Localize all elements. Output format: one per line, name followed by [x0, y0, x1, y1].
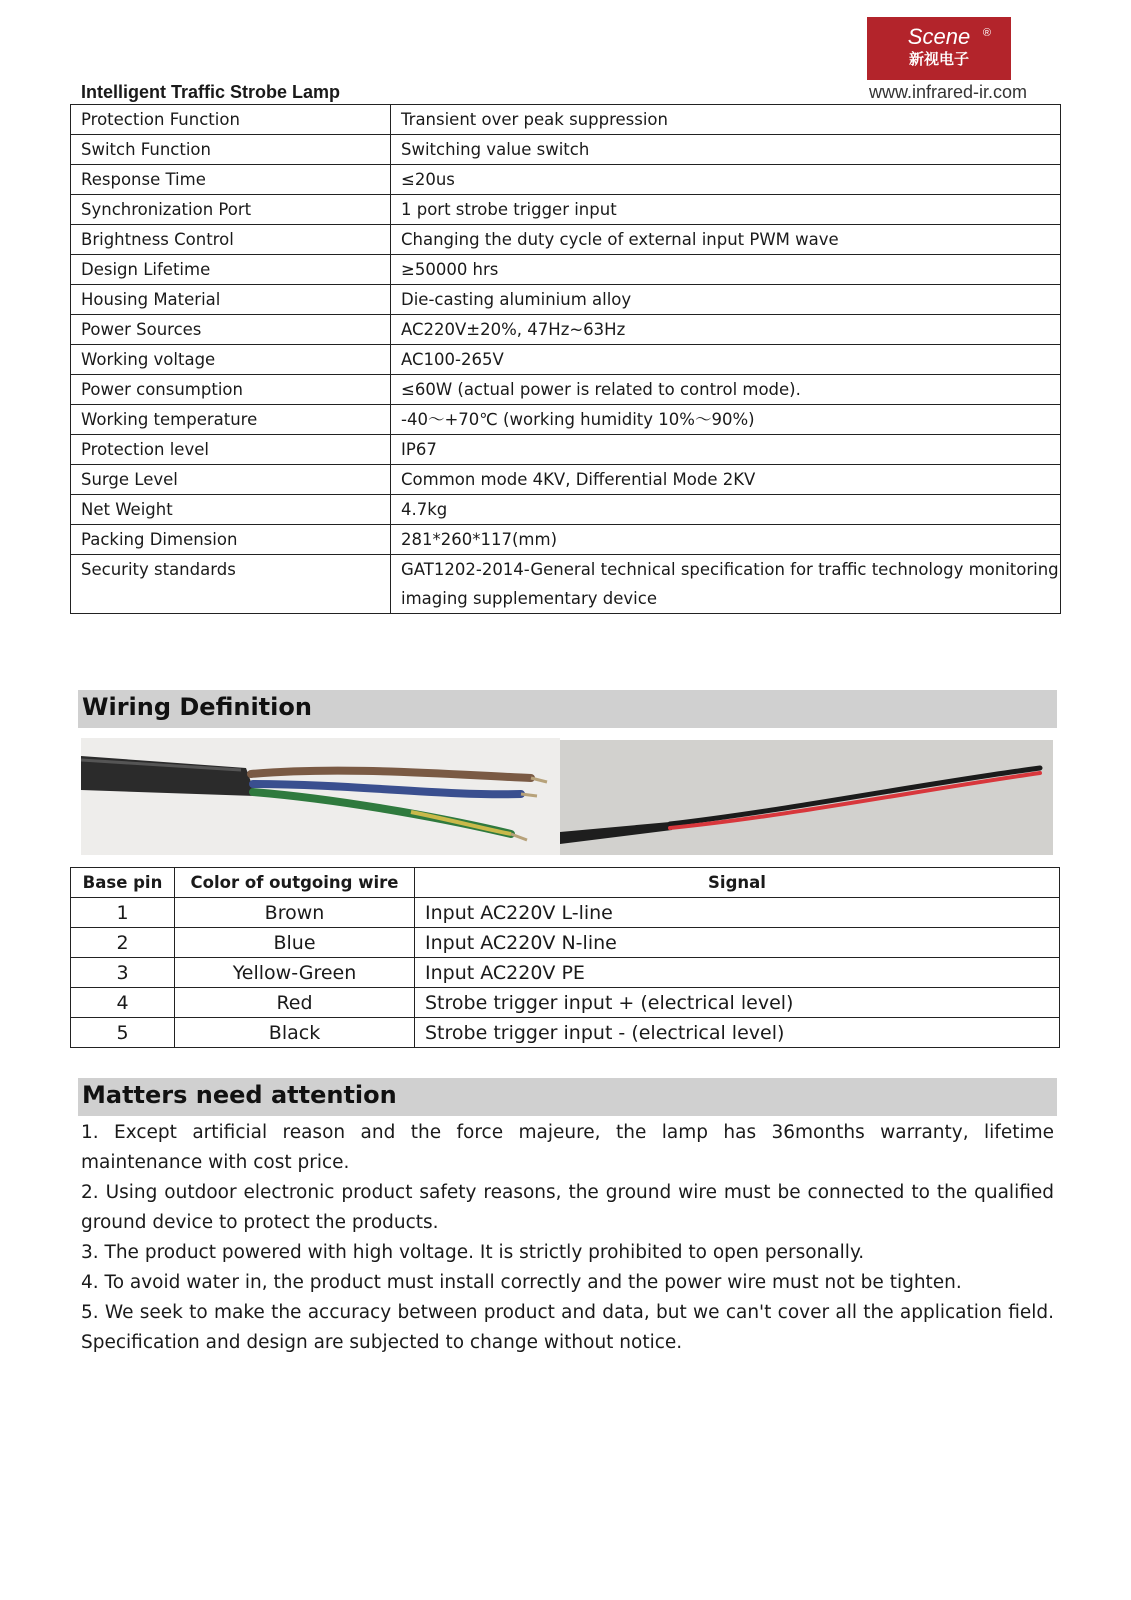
base-pin: 3	[71, 958, 175, 988]
spec-key: Response Time	[71, 165, 391, 195]
attention-item: 3. The product powered with high voltage. It is strictly prohibited to open personally.	[81, 1242, 865, 1263]
wiring-row	[71, 928, 1060, 958]
spec-key: Protection level	[71, 435, 391, 465]
signal-cable-photo	[560, 740, 1053, 855]
column-header: Color of outgoing wire	[175, 868, 415, 898]
wire-signal: Strobe trigger input - (electrical level)	[415, 1018, 1060, 1048]
wiring-header-row	[71, 868, 1060, 898]
spec-value: AC220V±20%, 47Hz~63Hz	[391, 315, 1061, 345]
section-title: Matters need attention	[82, 1081, 397, 1109]
wire-color: Red	[175, 988, 415, 1018]
registered-mark: ®	[982, 27, 991, 39]
spec-value: ≤60W (actual power is related to control mode).	[391, 375, 1061, 405]
spec-row	[71, 375, 1061, 405]
wire-signal: Input AC220V N-line	[415, 928, 1060, 958]
attention-item: 4. To avoid water in, the product must install correctly and the power wire must not be tighten.	[81, 1272, 962, 1293]
wiring-row	[71, 988, 1060, 1018]
spec-row	[71, 405, 1061, 435]
spec-key: Protection Function	[71, 105, 391, 135]
spec-value: IP67	[391, 435, 1061, 465]
wire-signal: Input AC220V PE	[415, 958, 1060, 988]
spec-row	[71, 315, 1061, 345]
cable-illustration	[560, 740, 1053, 855]
spec-value: Common mode 4KV, Differential Mode 2KV	[391, 465, 1061, 495]
wiring-table	[70, 867, 1060, 1048]
wire-color: Blue	[175, 928, 415, 958]
spec-row	[71, 465, 1061, 495]
wiring-row	[71, 958, 1060, 988]
spec-key: Design Lifetime	[71, 255, 391, 285]
spec-key: Power Sources	[71, 315, 391, 345]
spec-key: Synchronization Port	[71, 195, 391, 225]
base-pin: 5	[71, 1018, 175, 1048]
spec-key: Housing Material	[71, 285, 391, 315]
spec-key: Working voltage	[71, 345, 391, 375]
spec-row	[71, 435, 1061, 465]
spec-value: ≤20us	[391, 165, 1061, 195]
base-pin: 4	[71, 988, 175, 1018]
spec-key: Security standards	[71, 555, 391, 614]
spec-value: 4.7kg	[391, 495, 1061, 525]
spec-key: Working temperature	[71, 405, 391, 435]
spec-row	[71, 165, 1061, 195]
spec-key: Power consumption	[71, 375, 391, 405]
spec-row	[71, 105, 1061, 135]
section-title: Wiring Definition	[82, 693, 312, 721]
spec-key: Brightness Control	[71, 225, 391, 255]
wiring-row	[71, 898, 1060, 928]
attention-item: 5. We seek to make the accuracy between product and data, but we can't cover all the application field. Specification and design are subjected to change without notice.	[81, 1302, 1054, 1353]
attention-item: 2. Using outdoor electronic product safety reasons, the ground wire must be connected to the qualified ground device to protect the products.	[81, 1182, 1054, 1233]
website-url: www.infrared-ir.com	[869, 82, 1028, 102]
spec-row	[71, 225, 1061, 255]
spec-value: Changing the duty cycle of external input PWM wave	[391, 225, 1061, 255]
ac-power-cable-photo	[81, 738, 560, 855]
spec-row	[71, 285, 1061, 315]
spec-key: Surge Level	[71, 465, 391, 495]
wiring-row	[71, 1018, 1060, 1048]
spec-value: 281*260*117(mm)	[391, 525, 1061, 555]
spec-row	[71, 345, 1061, 375]
spec-value: Die-casting aluminium alloy	[391, 285, 1061, 315]
spec-value: Transient over peak suppression	[391, 105, 1061, 135]
base-pin: 1	[71, 898, 175, 928]
wire-signal: Input AC220V L-line	[415, 898, 1060, 928]
section-header-wiring	[78, 690, 1057, 728]
spec-row	[71, 495, 1061, 525]
logo-chinese-name: 新视电子	[908, 50, 969, 68]
spec-table	[70, 104, 1061, 614]
spec-value: -40～+70℃ (working humidity 10%～90%)	[391, 405, 1061, 435]
attention-item: 1. Except artificial reason and the force majeure, the lamp has 36months warranty, lifetime maintenance with cost price.	[81, 1122, 1054, 1173]
spec-row	[71, 195, 1061, 225]
spec-row	[71, 135, 1061, 165]
base-pin: 2	[71, 928, 175, 958]
column-header: Base pin	[71, 868, 175, 898]
spec-row	[71, 255, 1061, 285]
spec-key: Net Weight	[71, 495, 391, 525]
spec-value: ≥50000 hrs	[391, 255, 1061, 285]
wire-color: Yellow-Green	[175, 958, 415, 988]
spec-row	[71, 525, 1061, 555]
wire-color: Brown	[175, 898, 415, 928]
column-header: Signal	[415, 868, 1060, 898]
spec-value: GAT1202-2014-General technical specification for traffic technology monitoring imaging supplementary device	[391, 555, 1061, 614]
attention-notes	[81, 1118, 1054, 1358]
spec-value: Switching value switch	[391, 135, 1061, 165]
cable-illustration	[81, 738, 560, 855]
brand-logo	[867, 17, 1011, 80]
spec-title: Intelligent Traffic Strobe Lamp	[81, 82, 341, 102]
wire-color: Black	[175, 1018, 415, 1048]
logo-wordmark: Scene ®	[867, 17, 1011, 49]
spec-value: AC100-265V	[391, 345, 1061, 375]
spec-key: Packing Dimension	[71, 525, 391, 555]
spec-key: Switch Function	[71, 135, 391, 165]
section-header-attention	[78, 1078, 1057, 1116]
wire-signal: Strobe trigger input + (electrical level)	[415, 988, 1060, 1018]
spec-value: 1 port strobe trigger input	[391, 195, 1061, 225]
spec-row	[71, 555, 1061, 614]
